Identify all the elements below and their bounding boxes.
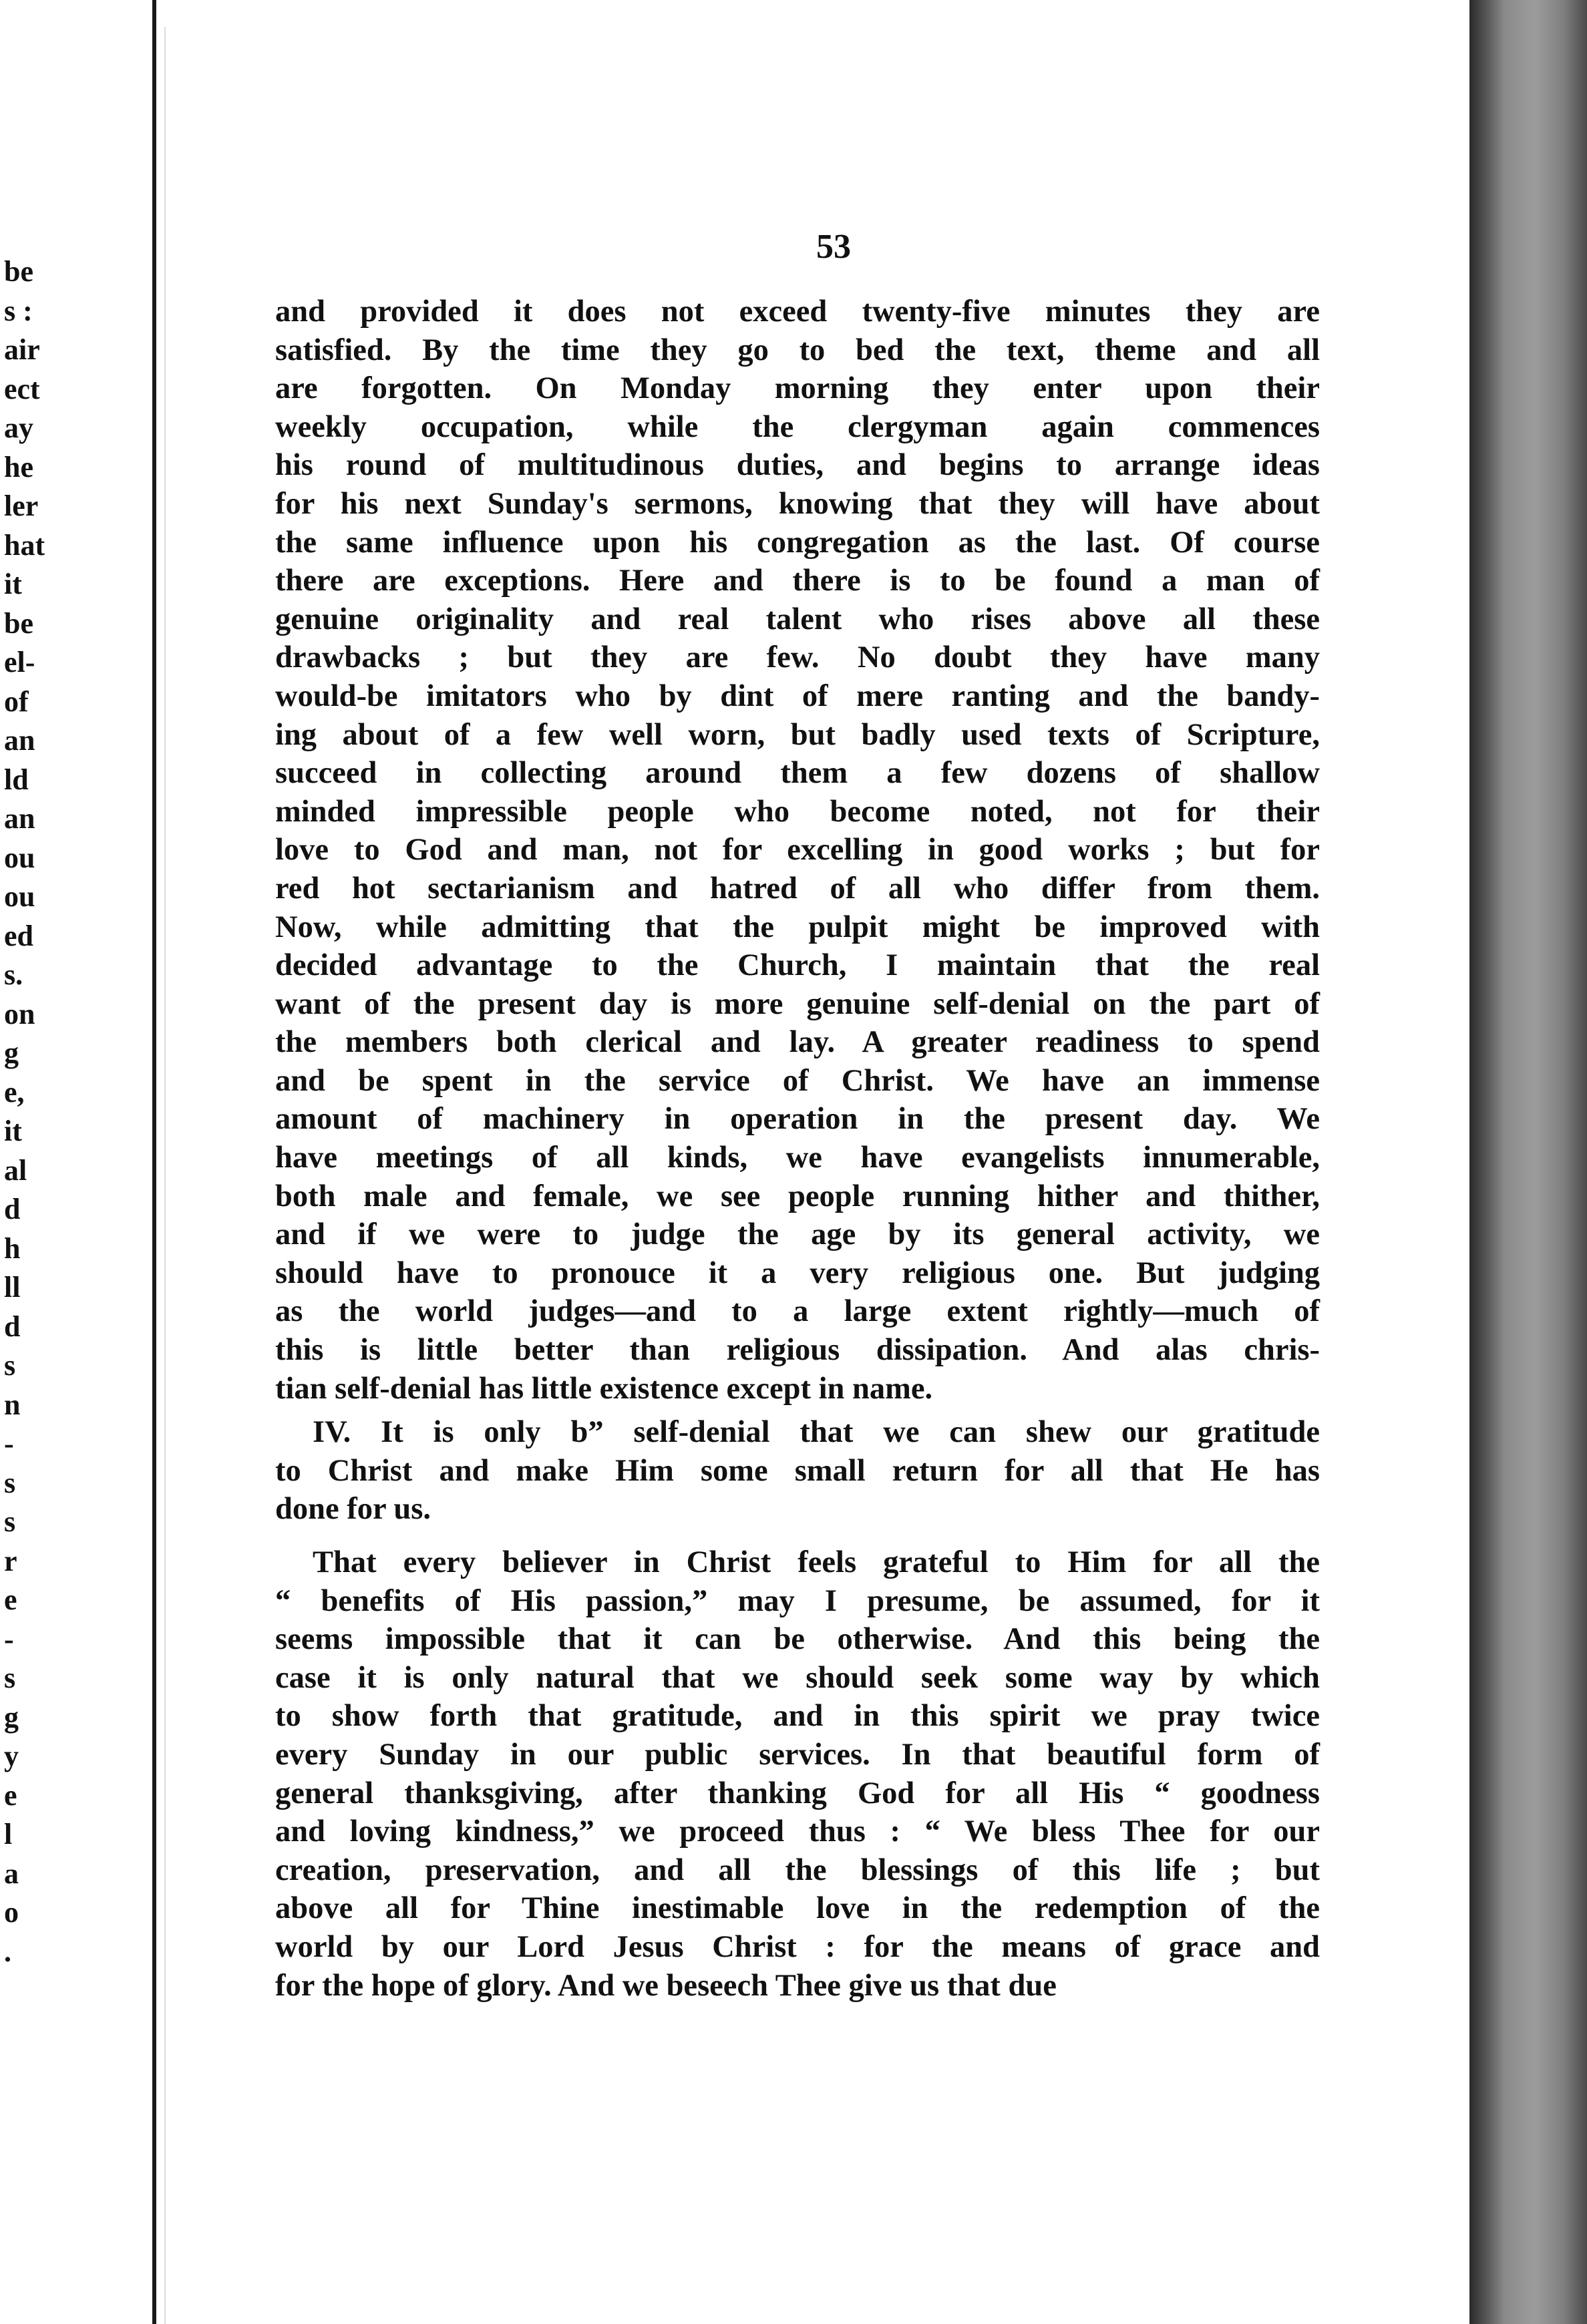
text-line: have meetings of all kinds, we have evangelists innumerable, (275, 1141, 1320, 1175)
text-line: both male and female, we see people running hither and thither, (275, 1179, 1320, 1213)
facing-page-text (4, 252, 151, 1971)
text-line: would-be imitators who by dint of mere ranting and the bandy- (275, 679, 1320, 713)
page-gutter (152, 0, 156, 2324)
text-line: minded impressible people who become noted, not for their (275, 794, 1320, 829)
text-line: for the hope of glory. And we beseech Thee give us that due (275, 1968, 1057, 2003)
text-line: as the world judges—and to a large extent rightly—much of (275, 1294, 1320, 1329)
facing-page-line-fragment: d (4, 1193, 21, 1225)
text-line: to Christ and make Him some small return for all that He has (275, 1453, 1320, 1488)
book-edge (1469, 0, 1587, 2324)
facing-page-line-fragment: s (4, 1466, 16, 1499)
facing-page-line-fragment: an (4, 724, 35, 757)
facing-page-line-fragment: ect (4, 372, 40, 405)
text-line: world by our Lord Jesus Christ : for the means of grace and (275, 1929, 1320, 1964)
facing-page-line-fragment: ed (4, 919, 33, 952)
facing-page-line-fragment: n (4, 1388, 21, 1421)
text-line: every Sunday in our public services. In that beautiful form of (275, 1737, 1320, 1772)
facing-page-line-fragment: g (4, 1036, 19, 1069)
text-line: tian self-denial has little existence except in name. (275, 1371, 933, 1406)
text-line: and if we were to judge the age by its general activity, we (275, 1217, 1320, 1252)
text-line: That every believer in Christ feels grateful to Him for all the (313, 1545, 1320, 1579)
text-line: are forgotten. On Monday morning they enter upon their (275, 371, 1320, 406)
text-line: the same influence upon his congregation as the last. Of course (275, 525, 1320, 560)
facing-page-line-fragment: al (4, 1153, 27, 1187)
text-line: amount of machinery in operation in the present day. We (275, 1102, 1320, 1137)
page-53 (164, 27, 1475, 2324)
page-number: 53 (816, 228, 851, 266)
text-line: there are exceptions. Here and there is to be found a man of (275, 564, 1320, 598)
facing-page-line-fragment: s (4, 1349, 16, 1382)
paragraph-spacer (275, 1529, 1320, 1543)
text-line: general thanksgiving, after thanking God for all His “ goodness (275, 1776, 1320, 1810)
facing-page-line-fragment: . (4, 1935, 11, 1968)
section-iv-heading (275, 1413, 1320, 1529)
facing-page-line-fragment: on (4, 997, 35, 1030)
facing-page-line-fragment: he (4, 450, 33, 483)
facing-page-line-fragment: an (4, 802, 35, 835)
facing-page-line-fragment: h (4, 1231, 21, 1265)
facing-page-line-fragment: ld (4, 763, 29, 796)
text-line: Now, while admitting that the pulpit might be improved with (275, 910, 1320, 944)
text-line: the members both clerical and lay. A greater readiness to spend (275, 1025, 1320, 1060)
facing-page-line-fragment: be (4, 606, 33, 640)
top-margin (0, 0, 1587, 27)
text-line: love to God and man, not for excelling in good works ; but for (275, 833, 1320, 867)
facing-page-line-fragment: s. (4, 958, 23, 991)
text-line: case it is only natural that we should seek some way by which (275, 1660, 1320, 1695)
facing-page-line-fragment: l (4, 1818, 13, 1851)
facing-page-line-fragment: ay (4, 411, 33, 444)
text-line: for his next Sunday's sermons, knowing that they will have about (275, 486, 1320, 521)
text-line: seems impossible that it can be otherwise. And this being the (275, 1622, 1320, 1657)
text-line: his round of multitudinous duties, and begins to arrange ideas (275, 448, 1320, 483)
facing-page-line-fragment: ou (4, 880, 35, 913)
facing-page-line-fragment: of (4, 685, 29, 718)
facing-page-line-fragment: it (4, 1115, 22, 1147)
text-line: should have to pronouce it a very religious one. But judging (275, 1255, 1320, 1290)
paragraph-continued (275, 293, 1320, 1408)
text-line: want of the present day is more genuine self-denial on the part of (275, 986, 1320, 1021)
facing-page-line-fragment: a (4, 1857, 19, 1890)
text-line: creation, preservation, and all the blessings of this life ; but (275, 1853, 1320, 1887)
text-line: weekly occupation, while the clergyman again commences (275, 409, 1320, 444)
text-line: succeed in collecting around them a few dozens of shallow (275, 756, 1320, 791)
facing-page-line-fragment: el- (4, 646, 35, 679)
facing-page-line-fragment: air (4, 333, 40, 366)
facing-page-line-fragment: - (4, 1427, 14, 1460)
facing-page-line-fragment: e (4, 1778, 17, 1812)
facing-page-line-fragment: d (4, 1310, 21, 1343)
facing-page-line-fragment: s (4, 1505, 16, 1538)
facing-page-line-fragment: ou (4, 841, 35, 874)
text-line: drawbacks ; but they are few. No doubt they have many (275, 640, 1320, 675)
text-line: “ benefits of His passion,” may I presume, be assumed, for it (275, 1583, 1320, 1618)
facing-page-line-fragment: r (4, 1544, 17, 1577)
paragraph-thanksgiving (275, 1543, 1320, 2005)
text-line: satisfied. By the time they go to bed the text, theme and all (275, 333, 1320, 367)
body-text (275, 293, 1320, 2005)
text-line: genuine originality and real talent who rises above all these (275, 602, 1320, 636)
facing-page-line-fragment: s : (4, 294, 33, 327)
facing-page-line-fragment: hat (4, 528, 45, 562)
text-line: to show forth that gratitude, and in this spirit we pray twice (275, 1699, 1320, 1734)
text-line: decided advantage to the Church, I maintain that the real (275, 948, 1320, 983)
facing-page-fragment (0, 0, 154, 2324)
facing-page-line-fragment: e (4, 1583, 17, 1616)
facing-page-line-fragment: be (4, 255, 33, 288)
facing-page-line-fragment: o (4, 1896, 19, 1929)
text-line: above all for Thine inestimable love in the redemption of the (275, 1891, 1320, 1926)
facing-page-line-fragment: - (4, 1622, 14, 1656)
text-line: and provided it does not exceed twenty-five minutes they are (275, 295, 1320, 329)
facing-page-line-fragment: s (4, 1662, 16, 1694)
text-line: done for us. (275, 1492, 431, 1527)
facing-page-line-fragment: ll (4, 1271, 21, 1304)
facing-page-line-fragment: y (4, 1740, 19, 1772)
facing-page-line-fragment: g (4, 1700, 19, 1734)
text-line: red hot sectarianism and hatred of all who differ from them. (275, 871, 1320, 906)
facing-page-line-fragment: e, (4, 1075, 25, 1109)
text-line: IV. It is only b” self-denial that we can shew our gratitude (313, 1415, 1320, 1450)
text-line: ing about of a few well worn, but badly used texts of Scripture, (275, 717, 1320, 752)
text-line: this is little better than religious dissipation. And alas chris- (275, 1333, 1320, 1368)
facing-page-line-fragment: ler (4, 490, 39, 522)
text-line: and be spent in the service of Christ. We have an immense (275, 1063, 1320, 1098)
facing-page-line-fragment: it (4, 568, 22, 600)
text-line: and loving kindness,” we proceed thus : “ We bless Thee for our (275, 1814, 1320, 1849)
